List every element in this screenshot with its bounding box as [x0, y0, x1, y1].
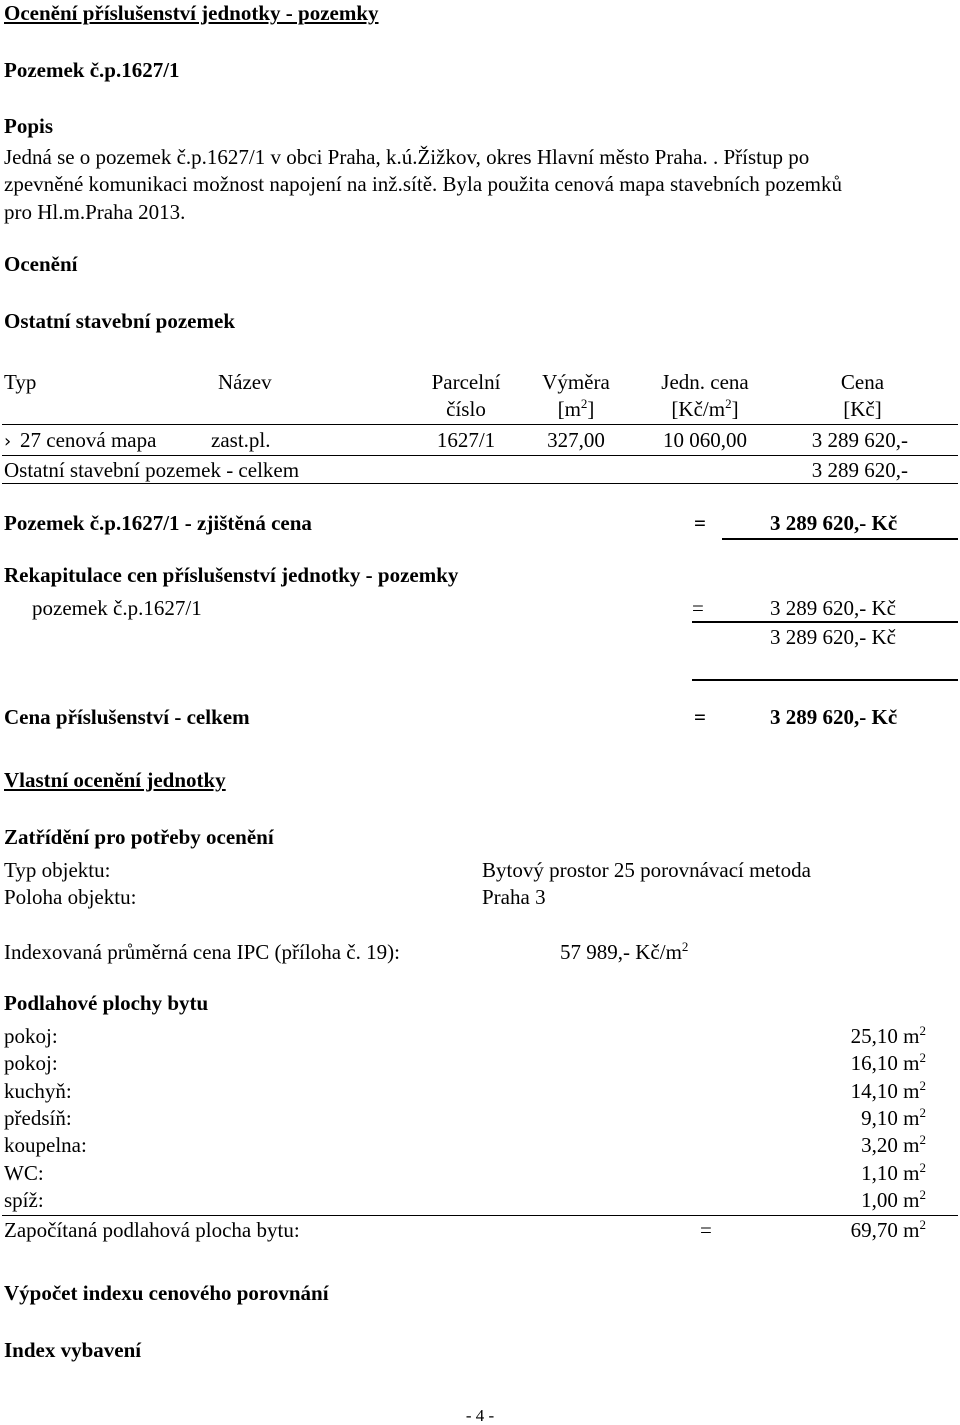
table-row-rule	[2, 455, 958, 456]
row-parcelni: 1627/1	[436, 428, 496, 452]
typ-objektu-label: Typ objektu:	[4, 858, 111, 882]
col-cena-header: Cena	[840, 370, 885, 394]
col-parcelni-header: Parcelní	[431, 370, 501, 394]
zjistena-label: Pozemek č.p.1627/1 - zjištěná cena	[4, 511, 312, 535]
table-header-rule	[2, 424, 958, 425]
col-cena-unit: [Kč]	[843, 397, 882, 421]
rekapitulace-sum-value: 3 289 620,- Kč	[770, 625, 896, 649]
row-typ: 27 cenová mapa	[20, 428, 157, 452]
col-typ-header: Typ	[4, 370, 37, 394]
popis-line-1: Jedná se o pozemek č.p.1627/1 v obci Praha, k.ú.Žižkov, okres Hlavní město Praha. . Přístup po	[4, 145, 810, 169]
poloha-objektu-value: Praha 3	[482, 885, 546, 909]
index-vybaveni-heading: Index vybavení	[4, 1338, 142, 1362]
plochy-rule	[2, 1215, 958, 1216]
plocha-label: pokoj:	[4, 1024, 58, 1048]
row-jedn: 10 060,00	[663, 428, 747, 452]
rekapitulace-eq: =	[692, 596, 704, 620]
zjistena-rule	[722, 538, 958, 540]
rekapitulace-sum-rule	[692, 679, 958, 681]
zjistena-eq: =	[694, 511, 706, 535]
plocha-value: 1,00 $m^2$	[861, 1187, 926, 1212]
table-total-label: Ostatní stavební pozemek - celkem	[4, 458, 300, 482]
table-total-rule	[2, 483, 958, 484]
row-cena: 3 289 620,-	[811, 428, 908, 452]
plochy-total-eq: =	[700, 1218, 712, 1242]
vypocet-heading: Výpočet indexu cenového porovnání	[4, 1281, 329, 1305]
plocha-value: 1,10 $m^2$	[861, 1160, 926, 1185]
poloha-objektu-label: Poloha objektu:	[4, 885, 137, 909]
zatrideni-heading: Zatřídění pro potřeby ocenění	[4, 825, 274, 849]
page-title: Ocenění příslušenství jednotky - pozemky	[4, 1, 379, 25]
oceneni-subheading: Ostatní stavební pozemek	[4, 309, 235, 333]
rekapitulace-heading: Rekapitulace cen příslušenství jednotky - pozemky	[4, 563, 459, 587]
arrow-right-icon: ›	[4, 431, 12, 452]
row-vymera: 327,00	[547, 428, 605, 452]
plocha-label: koupelna:	[4, 1133, 87, 1157]
col-nazev-header: Název	[218, 370, 272, 394]
plocha-value: 25,10 $m^2$	[850, 1023, 926, 1048]
popis-line-2: zpevněné komunikaci možnost napojení na inž.sítě. Byla použita cenová mapa stavebních pozemků	[4, 172, 842, 196]
rekapitulace-item-label: pozemek č.p.1627/1	[32, 596, 202, 620]
page-number: - 4 -	[465, 1406, 495, 1425]
rekapitulace-item-value: 3 289 620,- Kč	[770, 596, 896, 620]
parcel-subtitle: Pozemek č.p.1627/1	[4, 58, 180, 82]
ipc-value: 57 989,- $Kč/m^2$	[560, 939, 689, 964]
plocha-value: 9,10 $m^2$	[861, 1105, 926, 1130]
col-parcelni-header-2: číslo	[446, 397, 486, 421]
popis-heading: Popis	[4, 114, 54, 138]
plocha-label: pokoj:	[4, 1051, 58, 1075]
plocha-label: kuchyň:	[4, 1079, 72, 1103]
plocha-label: spíž:	[4, 1188, 44, 1212]
plochy-total-label: Započítaná podlahová plocha bytu:	[4, 1218, 300, 1242]
row-nazev: zast.pl.	[211, 428, 271, 452]
plocha-value: 14,10 $m^2$	[850, 1078, 926, 1103]
rekapitulace-rule	[692, 621, 958, 623]
vlastni-heading: Vlastní ocenění jednotky	[4, 768, 226, 792]
plocha-label: předsíň:	[4, 1106, 72, 1130]
plocha-value: 16,10 $m^2$	[850, 1050, 926, 1075]
zjistena-value: 3 289 620,- Kč	[770, 511, 898, 535]
cena-celkem-value: 3 289 620,- Kč	[770, 705, 898, 729]
col-jedn-unit: $[Kč/m^2]$	[671, 396, 739, 421]
ipc-label: Indexovaná průměrná cena IPC (příloha č. 19):	[4, 940, 400, 964]
cena-celkem-eq: =	[694, 705, 706, 729]
typ-objektu-value: Bytový prostor 25 porovnávací metoda	[482, 858, 811, 882]
col-jedn-header: Jedn. cena	[661, 370, 749, 394]
table-row	[4, 430, 156, 451]
col-vymera-header: Výměra	[542, 370, 610, 394]
oceneni-heading: Ocenění	[4, 252, 78, 276]
plochy-total-value: 69,70 $m^2$	[850, 1217, 926, 1242]
popis-line-3: pro Hl.m.Praha 2013.	[4, 200, 186, 224]
table-total-value: 3 289 620,-	[811, 458, 908, 482]
col-vymera-unit: $[m^2]$	[557, 396, 595, 421]
plocha-label: WC:	[4, 1161, 44, 1185]
cena-celkem-label: Cena příslušenství - celkem	[4, 705, 250, 729]
plochy-heading: Podlahové plochy bytu	[4, 991, 209, 1015]
plocha-value: 3,20 $m^2$	[861, 1132, 926, 1157]
